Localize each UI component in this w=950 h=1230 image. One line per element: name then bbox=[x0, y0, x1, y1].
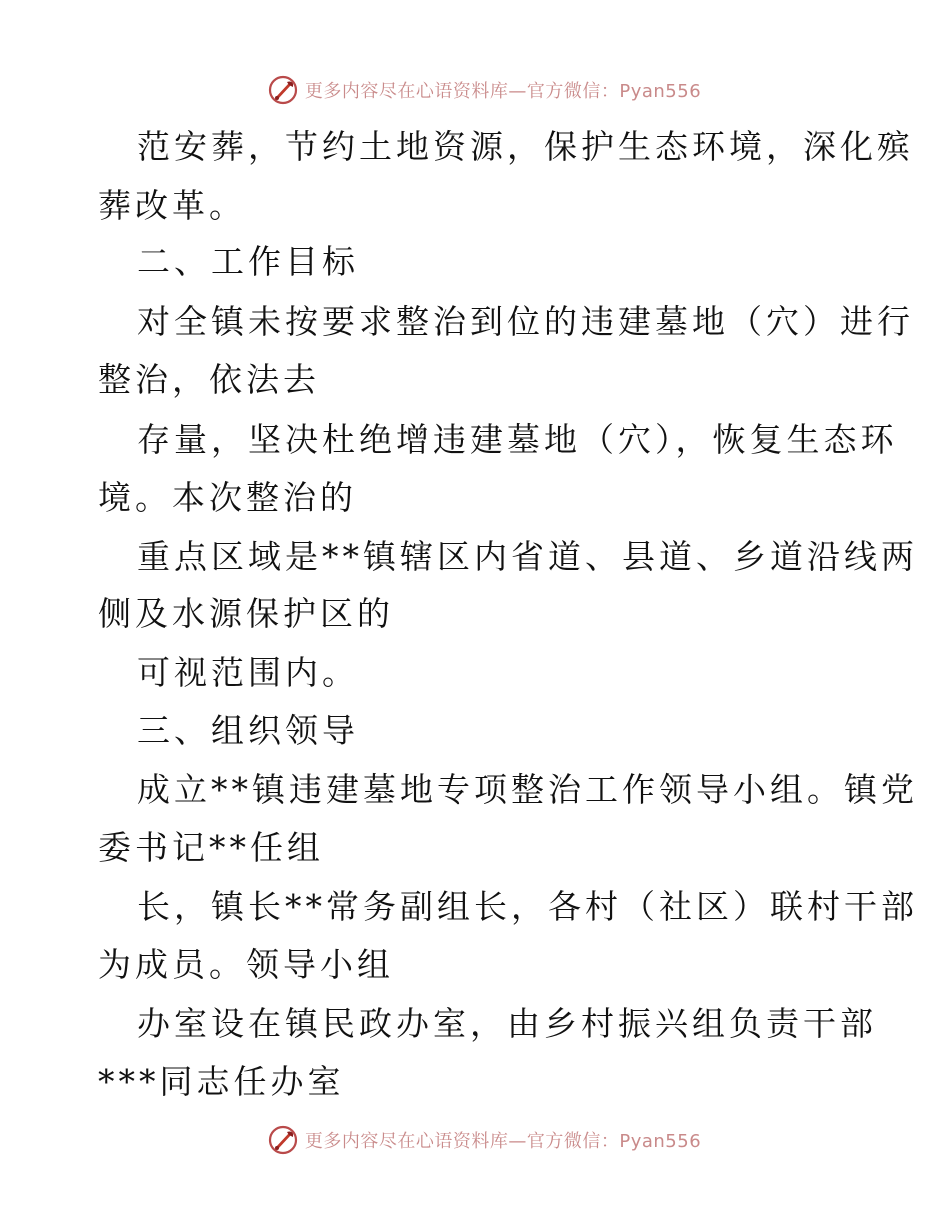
text-line: 成立**镇违建墓地专项整治工作领导小组。镇党 bbox=[137, 770, 918, 809]
section-heading: 三、组织领导 bbox=[137, 711, 359, 750]
text-line: 办室设在镇民政办室，由乡村振兴组负责干部 bbox=[137, 1004, 877, 1043]
watermark-text: 更多内容尽在心语资料库—官方微信：Pyan556 bbox=[304, 81, 702, 102]
text-line: 侧及水源保护区的 bbox=[98, 594, 394, 633]
footer-watermark bbox=[0, 1122, 950, 1158]
text-line: 委书记**任组 bbox=[98, 828, 324, 867]
text-line: 范安葬，节约土地资源，保护生态环境，深化殡 bbox=[137, 127, 914, 166]
text-line: 对全镇未按要求整治到位的违建墓地（穴）进行 bbox=[137, 302, 914, 341]
text-line: 存量，坚决杜绝增违建墓地（穴），恢复生态环 bbox=[137, 420, 898, 459]
quill-logo-icon bbox=[267, 1124, 299, 1156]
section-heading: 二、工作目标 bbox=[137, 242, 359, 281]
text-line: 长，镇长**常务副组长，各村（社区）联村干部 bbox=[137, 887, 918, 926]
watermark-text: 更多内容尽在心语资料库—官方微信：Pyan556 bbox=[304, 1131, 702, 1152]
text-line: 可视范围内。 bbox=[137, 653, 359, 692]
text-line: 为成员。领导小组 bbox=[98, 945, 394, 984]
text-line: 葬改革。 bbox=[98, 186, 246, 225]
text-line: 境。本次整治的 bbox=[98, 478, 357, 517]
text-line: 整治，依法去 bbox=[98, 360, 320, 399]
quill-logo-icon bbox=[267, 74, 299, 106]
text-line: ***同志任办室 bbox=[98, 1062, 345, 1101]
text-line: 重点区域是**镇辖区内省道、县道、乡道沿线两 bbox=[137, 537, 918, 576]
header-watermark bbox=[0, 72, 950, 108]
